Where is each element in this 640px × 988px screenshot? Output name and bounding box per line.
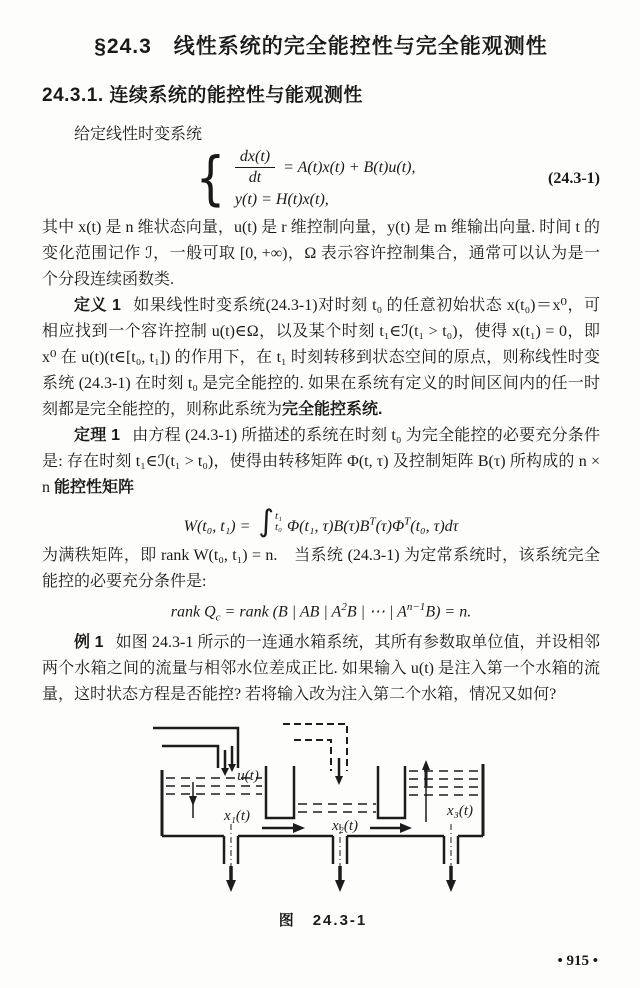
integrand-part2: (τ)Φ bbox=[375, 518, 405, 535]
inlet-arrow-tank2 bbox=[335, 776, 343, 785]
output-equation-line: y(t) = H(t)x(t), bbox=[234, 191, 329, 208]
flow-arrow-tank1-to-tank2 bbox=[262, 823, 305, 833]
integrand-part3: (t₀, τ)dτ bbox=[410, 518, 459, 535]
inlet-arrow-2 bbox=[228, 764, 236, 772]
figure-24-3-1 bbox=[148, 716, 498, 930]
tank-walls bbox=[162, 764, 483, 836]
section-heading: 24.3.1. 连续系统的能控性与能观测性 bbox=[42, 85, 363, 106]
rank-prefix: rank Q bbox=[170, 603, 216, 621]
paragraph-rank-condition: 为满秩矩阵，即 rank W(t₀, t₁) = n. 当系统 (24.3-1) 为定常系统时，该系统完全能控的必要充分条件是: bbox=[42, 547, 600, 590]
intro-line: 给定线性时变系统 bbox=[74, 126, 203, 143]
theorem-1-paragraph bbox=[42, 423, 600, 501]
rank-part4: B) = n. bbox=[425, 603, 472, 621]
rank-part2: = rank (B | AB | A bbox=[220, 603, 342, 621]
chapter-title: §24.3 线性系统的完全能控性与完全能观测性 bbox=[94, 35, 548, 58]
integral-limits bbox=[275, 511, 282, 533]
example-1-label: 例 1 bbox=[74, 633, 104, 651]
drain-tank1 bbox=[224, 824, 238, 892]
gramian-lhs: W(t₀, t₁) = bbox=[183, 518, 251, 535]
definition-1-text: 如果线性时变系统(24.3-1)对时刻 t₀ 的任意初始状态 x(t₀)＝x⁰，可相应找到一个容许控制 u(t)∈Ω，以及某个时刻 t₁∈ℐ(t₁ > t₀)，使得 x(t₁) = 0，即 x⁰ 在 u(t)(t∈[t₀, t₁]) 的作用下，在 t₁ 时刻转移到状态空间的原点，则称线性时变系统 (24.3-1) 在时刻 t₀ 是完全能控的. 如果在系统有定义的时间区间内的任一时刻都是完全能控的，则称此系统为 bbox=[42, 297, 600, 418]
tank1-level-label: x₁(t) bbox=[223, 807, 251, 824]
equation-lines bbox=[235, 148, 416, 209]
water-tank-diagram bbox=[148, 716, 498, 896]
a-n-minus-1-sup: n−1 bbox=[406, 601, 426, 613]
frac-numerator: dx(t) bbox=[235, 148, 275, 168]
example-1-paragraph bbox=[42, 630, 600, 708]
page-number: • 915 • bbox=[557, 953, 598, 969]
level-indicator-tank3 bbox=[422, 760, 430, 822]
frac-denominator: dt bbox=[248, 169, 262, 186]
drain-tank2 bbox=[333, 824, 347, 892]
integral-lower-limit: t₀ bbox=[275, 521, 282, 533]
inlet-pipe-tank1 bbox=[153, 728, 238, 776]
integral-with-limits bbox=[258, 504, 285, 539]
tank3-level-label: x₃(t) bbox=[446, 802, 474, 819]
dashed-inlet-pipe-tank2 bbox=[283, 724, 347, 771]
definition-1-label: 定义 1 bbox=[74, 297, 121, 314]
flow-arrow-tank2-to-tank3 bbox=[370, 823, 412, 833]
qc-subscript: c bbox=[215, 611, 221, 624]
level-indicator-tank1 bbox=[189, 782, 197, 818]
derivative-fraction bbox=[235, 148, 275, 187]
rank-equation bbox=[42, 601, 600, 624]
paragraph-variable-definitions: 其中 x(t) 是 n 维状态向量，u(t) 是 r 维控制向量，y(t) 是 m 维输出向量. 时间 t 的变化范围记作 ℐ，一般可取 [0, +∞)，Ω 表示容许控制集合，通常可以认为是一个分段连续函数类. bbox=[42, 219, 600, 288]
theorem-1-bold-term: 能控性矩阵 bbox=[54, 479, 135, 496]
tank2-level-label: x₂(t) bbox=[331, 817, 359, 834]
figure-caption: 图 24.3-1 bbox=[278, 911, 368, 929]
gramian-equation bbox=[42, 504, 600, 539]
equation-number: (24.3-1) bbox=[548, 169, 600, 187]
integrand-part1: Φ(t₁, τ)B(τ)B bbox=[286, 518, 370, 535]
state-equation-rhs: = A(t)x(t) + B(t)u(t), bbox=[283, 158, 416, 176]
state-equation-line bbox=[235, 148, 416, 187]
equation-24-3-1 bbox=[42, 144, 600, 213]
integral-sign: ∫ bbox=[258, 504, 275, 539]
rank-part3: B | ⋯ | A bbox=[346, 603, 407, 621]
definition-1-paragraph bbox=[42, 293, 600, 423]
example-1-text: 如图 24.3-1 所示的一连通水箱系统，其所有参数取单位值，并设相邻两个水箱之间的流量与相邻水位差成正比. 如果输入 u(t) 是注入第一个水箱的流量，这时状态方程是否能控? 若将输入改为注入第二个水箱，情况又如何? bbox=[42, 633, 600, 703]
transpose-sup-1: T bbox=[369, 515, 376, 528]
inlet-arrow-1 bbox=[221, 768, 229, 776]
equation-system-group bbox=[192, 144, 416, 213]
transpose-sup-2: T bbox=[404, 515, 411, 528]
water-level-tank2 bbox=[298, 804, 376, 812]
integral-upper-limit: t₁ bbox=[275, 510, 282, 522]
water-level-tank3 bbox=[409, 771, 480, 795]
definition-1-bold-term: 完全能控系统. bbox=[282, 401, 383, 418]
input-label: u(t) bbox=[237, 767, 259, 784]
theorem-1-label: 定理 1 bbox=[74, 427, 120, 444]
theorem-1-text: 由方程 (24.3-1) 所描述的系统在时刻 t₀ 为完全能控的必要充分条件是: 存在时刻 t₁∈ℐ(t₁ > t₀)，使得由转移矩阵 Φ(t, τ) 及控制矩阵 B(τ) 所构成的 n × n bbox=[42, 427, 600, 496]
a-squared-sup: 2 bbox=[341, 601, 347, 613]
left-brace: { bbox=[195, 144, 226, 213]
drain-tank3 bbox=[444, 824, 458, 892]
